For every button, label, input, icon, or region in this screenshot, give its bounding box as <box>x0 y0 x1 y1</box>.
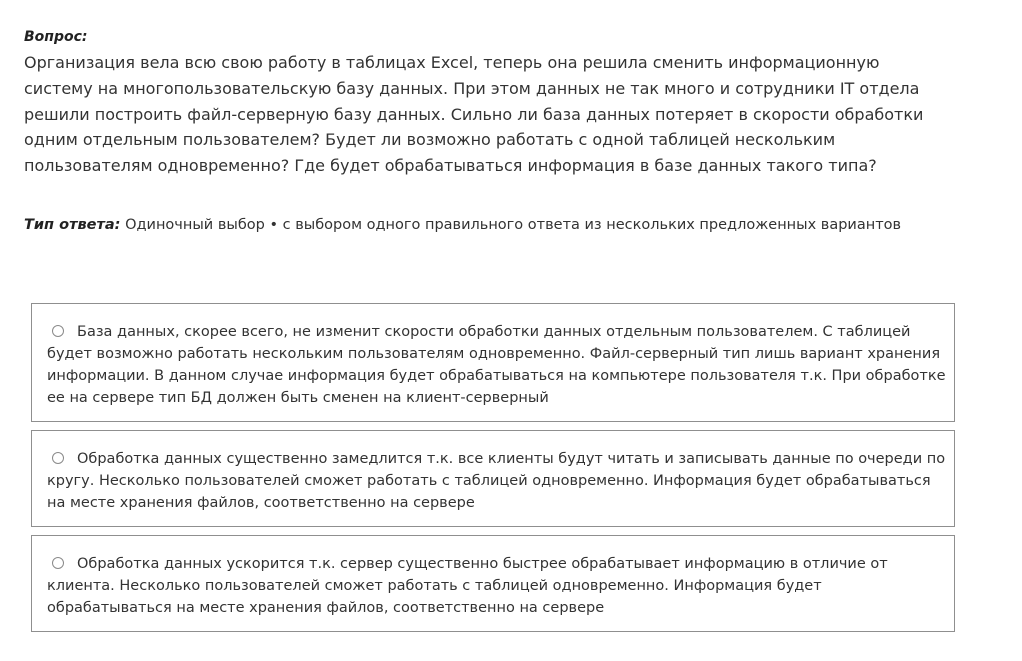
answer-option-2[interactable] <box>31 430 955 527</box>
question-label: Вопрос: <box>24 29 88 45</box>
answer-option-text: База данных, скорее всего, не изменит скорости обработки данных отдельным пользователем. С таблицей будет возможно работать нескольким пользователям одновременно. Файл-серверный тип лишь вариант хранения информации. В данном случае информация будет обрабатываться на компьютере пользователя т.к. При обработке ее на сервере тип БД должен быть сменен на клиент-серверный <box>47 324 946 406</box>
answer-option-text: Обработка данных существенно замедлится т.к. все клиенты будут читать и записывать данные по очереди по кругу. Несколько пользователей сможет работать с таблицей одновременно. Информация будет обрабатываться на месте хранения файлов, соответственно на сервере <box>47 451 946 511</box>
answer-option-3[interactable] <box>31 535 955 632</box>
answer-type <box>24 217 901 233</box>
answer-option-text: Обработка данных ускорится т.к. сервер существенно быстрее обрабатывает информацию в отличие от клиента. Несколько пользователей сможет работать с таблицей одновременно. Информация будет обрабатываться на месте хранения файлов, соответственно на сервере <box>47 556 888 616</box>
question-text: Организация вела всю свою работу в таблицах Excel, теперь она решила сменить информационную систему на многопользовательскую базу данных. При этом данных не так много и сотрудники IT отдела решили построить файл-серверную базу данных. Сильно ли база данных потеряет в скорости обработки одним отдельным пользователем? Будет ли возможно работать с одной таблицей нескольким пользователям одновременно? Где будет обрабатываться информация в базе данных такого типа? <box>24 53 924 176</box>
answer-type-value: Одиночный выбор • с выбором одного правильного ответа из нескольких предложенных вариантов <box>125 217 902 233</box>
answer-type-label: Тип ответа: <box>24 217 121 233</box>
answer-option-1[interactable] <box>31 303 955 422</box>
